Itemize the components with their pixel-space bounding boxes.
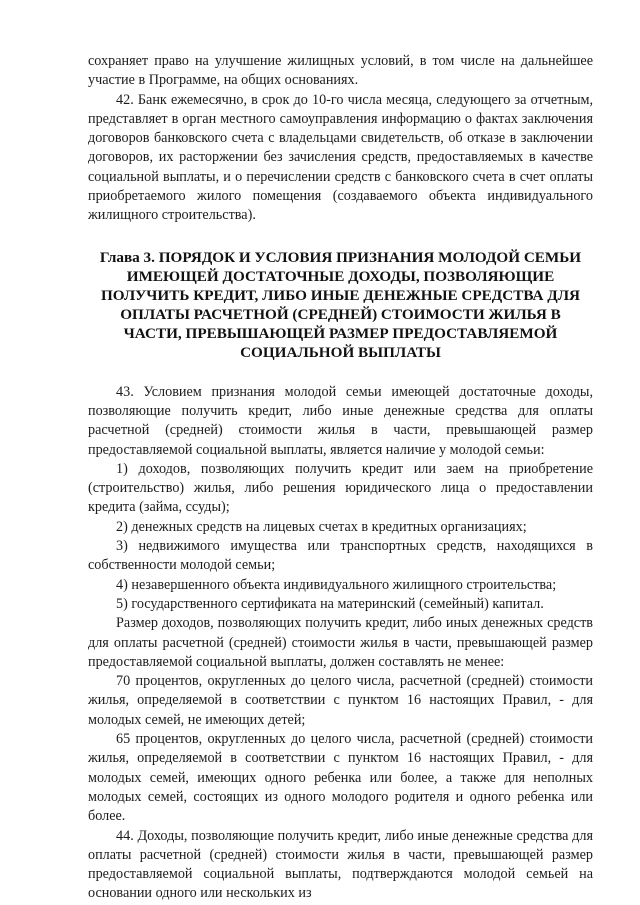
- paragraph-42: 42. Банк ежемесячно, в срок до 10-го числа месяца, следующего за отчетным, представляет в орган местного самоуправления информацию о фактах заключения договоров банковского счета с владельцами свидетельств, об отказе в заключении договоров, их расторжении без зачисления средств, предоставляемых в качестве социальной выплаты, и о перечислении средств с банковского счета в счет оплаты приобретаемого жилого помещения (создаваемого объекта индивидуального жилищного строительства).: [88, 91, 593, 224]
- list-item-1: 1) доходов, позволяющих получить кредит или заем на приобретение (строительство) жилья, либо решения юридического лица о предоставлении кредита (займа, ссуды);: [88, 460, 593, 516]
- list-item-4: 4) незавершенного объекта индивидуального жилищного строительства;: [116, 576, 557, 593]
- list-item-5: 5) государственного сертификата на материнский (семейный) капитал.: [116, 595, 544, 612]
- seventy-percent-paragraph: 70 процентов, округленных до целого числа, расчетной (средней) стоимости жилья, определяемой в соответствии с пунктом 16 настоящих Правил, - для молодых семей, не имеющих детей;: [88, 673, 593, 728]
- chapter-heading: Глава 3. ПОРЯДОК И УСЛОВИЯ ПРИЗНАНИЯ МОЛОДОЙ СЕМЬИ ИМЕЮЩЕЙ ДОСТАТОЧНЫЕ ДОХОДЫ, ПОЗВОЛЯЮЩИЕ ПОЛУЧИТЬ КРЕДИТ, ЛИБО ИНЫЕ ДЕНЕЖНЫЕ СРЕДСТВА ДЛЯ ОПЛАТЫ РАСЧЕТНОЙ (СРЕДНЕЙ) СТОИМОСТИ ЖИЛЬЯ В ЧАСТИ, ПРЕВЫШАЮЩЕЙ РАЗМЕР ПРЕДОСТАВЛЯЕМОЙ СОЦИАЛЬНОЙ ВЫПЛАТЫ: [99, 248, 582, 361]
- paragraph-41-continuation: сохраняет право на улучшение жилищных условий, в том числе на дальнейшее участие в Программе, на общих основаниях.: [88, 53, 593, 89]
- document-page: [88, 52, 593, 904]
- list-item-2: 2) денежных средств на лицевых счетах в кредитных организациях;: [116, 518, 527, 535]
- paragraph-43: 43. Условием признания молодой семьи имеющей достаточные доходы, позволяющие получить кредит, либо иные денежные средства для оплаты расчетной (средней) стоимости жилья в части, превышающей размер предоставляемой социальной выплаты, является наличие у молодой семьи:: [88, 383, 593, 458]
- sixty-five-percent-paragraph: 65 процентов, округленных до целого числа, расчетной (средней) стоимости жилья, определяемой в соответствии с пунктом 16 настоящих Правил, - для молодых семей, имеющих одного ребенка или более, а также для неполных молодых семей, состоящих из одного молодого родителя и одного ребенка или более.: [88, 731, 593, 825]
- list-item-3: 3) недвижимого имущества или транспортных средств, находящихся в собственности молодой семьи;: [88, 538, 593, 574]
- income-size-paragraph: Размер доходов, позволяющих получить кредит, либо иных денежных средств для оплаты расчетной (средней) стоимости жилья в части, превышающей размер предоставляемой социальной выплаты, должен составлять не менее:: [88, 615, 593, 670]
- paragraph-44: 44. Доходы, позволяющие получить кредит, либо иные денежные средства для оплаты расчетной (средней) стоимости жилья в части, превышающей размер предоставляемой социальной выплаты, подтверждаются молодой семьей на основании одного или нескольких из: [88, 827, 593, 902]
